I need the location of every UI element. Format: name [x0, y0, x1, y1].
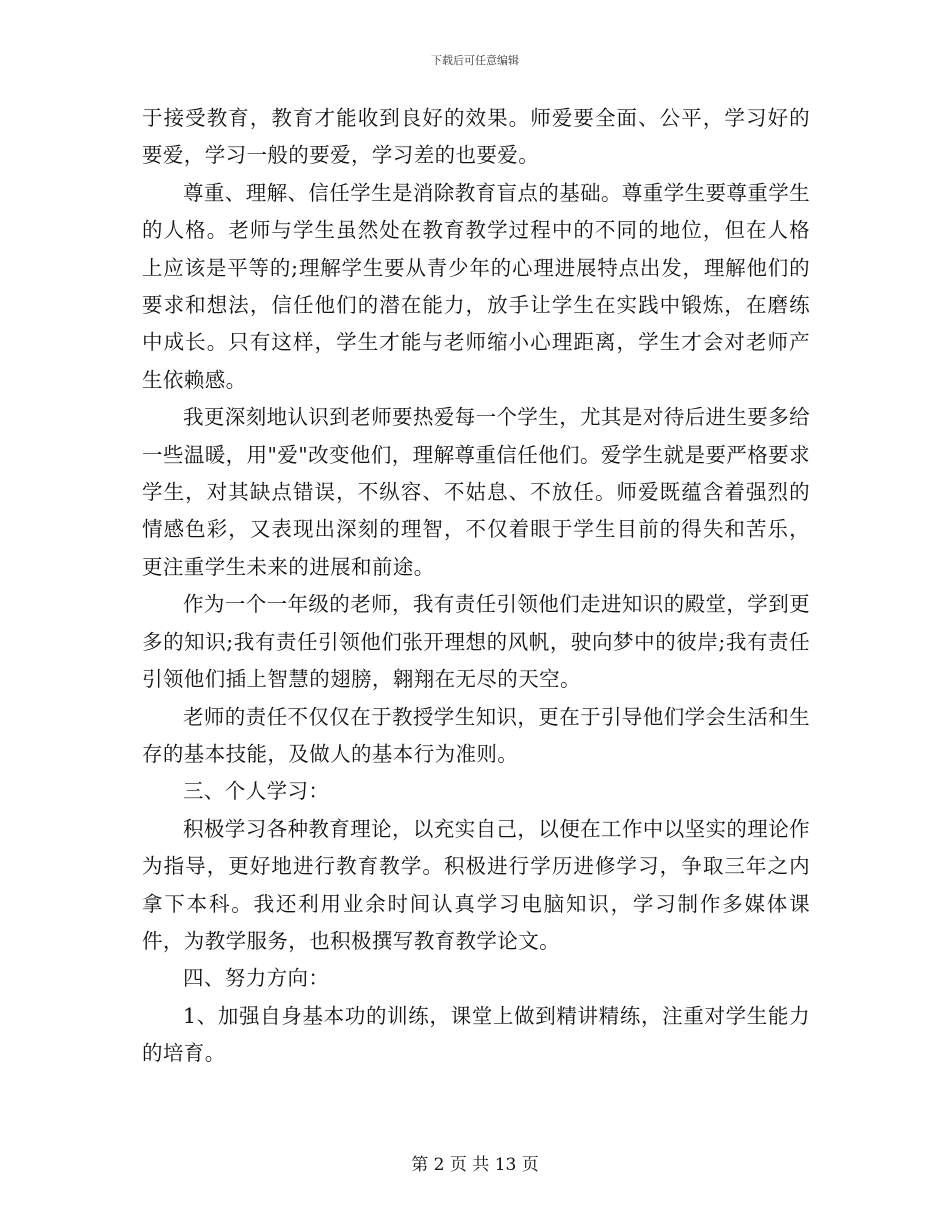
- page-footer: 第 2 页 共 13 页: [411, 1155, 539, 1175]
- section-heading-personal-study: 三、个人学习：: [183, 779, 330, 804]
- paragraph-love-students: 我更深刻地认识到老师要热爱每一个学生，尤其是对待后进生要多给一些温暖，用"爱"改变他们，理解尊重信任他们。爱学生就是要严格要求学生，对其缺点错误，不纵容、不姑息、不放任。师爱既蕴含着强烈的情感色彩，又表现出深刻的理智，不仅着眼于学生目前的得失和苦乐，更注重学生未来的进展和前途。: [142, 405, 810, 579]
- document-body: [142, 100, 810, 1073]
- paragraph-direction-item-1: 1、加强自身基本功的训练，课堂上做到精讲精练，注重对学生能力的培育。: [142, 1003, 810, 1066]
- section-heading-direction: 四、努力方向：: [183, 966, 330, 991]
- paragraph-continuation: 于接受教育，教育才能收到良好的效果。师爱要全面、公平，学习好的要爱，学习一般的要爱，学习差的也要爱。: [142, 106, 810, 168]
- paragraph-teacher-duty: 老师的责任不仅仅在于教授学生知识，更在于引导他们学会生活和生存的基本技能，及做人的基本行为准则。: [142, 704, 810, 766]
- paragraph-respect-understanding: 尊重、理解、信任学生是消除教育盲点的基础。尊重学生要尊重学生的人格。老师与学生虽然处在教育教学过程中的不同的地位，但在人格上应该是平等的;理解学生要从青少年的心理进展特点出发，理解他们的要求和想法，信任他们的潜在能力，放手让学生在实践中锻炼，在磨练中成长。只有这样，学生才能与老师缩小心理距离，学生才会对老师产生依赖感。: [142, 180, 810, 392]
- paragraph-responsibility: 作为一个一年级的老师，我有责任引领他们走进知识的殿堂，学到更多的知识;我有责任引领他们张开理想的风帆，驶向梦中的彼岸;我有责任引领他们插上智慧的翅膀，翱翔在无尽的天空。: [142, 592, 810, 692]
- page-header: 下载后可任意编辑: [431, 54, 519, 67]
- paragraph-personal-study: 积极学习各种教育理论，以充实自己，以便在工作中以坚实的理论作为指导，更好地进行教育教学。积极进行学历进修学习，争取三年之内拿下本科。我还利用业余时间认真学习电脑知识，学习制作多媒体课件，为教学服务，也积极撰写教育教学论文。: [142, 816, 810, 953]
